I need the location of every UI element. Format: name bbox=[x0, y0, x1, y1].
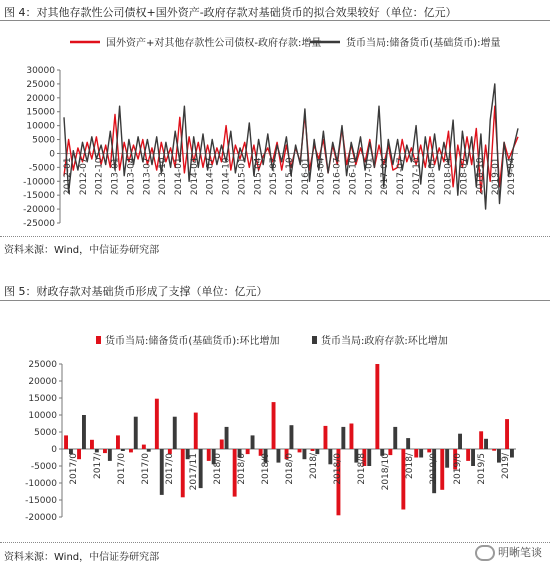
x-tick-label: 2017/11 bbox=[189, 453, 199, 491]
bar-series-1 bbox=[466, 449, 470, 461]
figure4-title: 图 4：对其他存款性公司债权+国外资产-政府存款对基础货币的拟合效果较好（单位：亿元） bbox=[4, 6, 457, 19]
bar-series-2 bbox=[147, 449, 151, 452]
x-tick-label: 2014-04 bbox=[189, 157, 200, 196]
x-tick-label: 2018-10 bbox=[475, 157, 486, 196]
x-tick-label: 2016-10 bbox=[348, 157, 359, 196]
bar-series-1 bbox=[181, 449, 185, 497]
x-tick-label: 2015-10 bbox=[285, 157, 295, 196]
y-tick-label: 10000 bbox=[28, 411, 57, 421]
y-tick-label: -20000 bbox=[25, 513, 57, 523]
bar-series-2 bbox=[121, 449, 125, 451]
x-tick-label: 2017/0 bbox=[141, 453, 151, 485]
bar-series-1 bbox=[64, 435, 68, 449]
x-tick-label: 2018/0 bbox=[213, 453, 223, 485]
y-tick-label: -25000 bbox=[23, 219, 55, 229]
y-tick-label: 5000 bbox=[34, 428, 57, 438]
x-tick-label: 2019-04 bbox=[507, 157, 517, 196]
figure4-bottom-rule bbox=[0, 236, 550, 237]
x-tick-label: 2018-07 bbox=[459, 157, 470, 196]
y-tick-label: 25000 bbox=[28, 360, 57, 370]
x-tick-label: 2017-07 bbox=[396, 157, 406, 196]
bar-series-2 bbox=[419, 449, 423, 458]
x-tick-label: 2017-04 bbox=[380, 157, 391, 196]
x-tick-label: 2013-07 bbox=[142, 157, 153, 196]
figure4-source: 资料来源：Wind，中信证券研究部 bbox=[4, 245, 160, 256]
y-tick-label: -15000 bbox=[23, 191, 55, 202]
x-tick-label: 2017-01 bbox=[364, 157, 375, 196]
watermark bbox=[475, 544, 542, 561]
x-tick-label: 2019/ bbox=[501, 453, 511, 479]
figure5-source: 资料来源：Wind，中信证券研究部 bbox=[4, 552, 160, 563]
bar-series-1 bbox=[350, 424, 354, 450]
bar-series-1 bbox=[324, 426, 328, 449]
x-tick-label: 2013-04 bbox=[126, 157, 137, 196]
x-tick-label: 2015-01 bbox=[237, 157, 248, 196]
x-tick-label: 2017/0 bbox=[69, 453, 79, 485]
x-tick-label: 2014-10 bbox=[221, 157, 232, 196]
bar-series-2 bbox=[484, 439, 488, 449]
x-tick-label: 2014-01 bbox=[174, 157, 184, 196]
x-tick-label: 2014-07 bbox=[205, 157, 216, 196]
x-tick-label: 2018/8 bbox=[357, 453, 367, 485]
x-tick-label: 2018/0 bbox=[237, 453, 247, 485]
bar-series-2 bbox=[341, 427, 345, 449]
bar-series-1 bbox=[298, 449, 302, 452]
bar-series-2 bbox=[173, 417, 177, 449]
y-tick-label: 5000 bbox=[32, 135, 55, 146]
bar-series-2 bbox=[393, 427, 397, 449]
bar-series-1 bbox=[220, 440, 224, 450]
y-tick-label: 25000 bbox=[26, 79, 55, 90]
bar-series-1 bbox=[233, 449, 237, 497]
x-tick-label: 2018/0 bbox=[261, 453, 271, 485]
y-tick-label: 15000 bbox=[28, 394, 57, 404]
y-tick-label: 20000 bbox=[28, 377, 57, 387]
bar-series-2 bbox=[406, 438, 410, 449]
legend-swatch-series-1 bbox=[96, 336, 101, 344]
y-tick-label: -5000 bbox=[30, 462, 57, 472]
x-tick-label: 2018/ bbox=[405, 453, 415, 479]
x-tick-label: 2018-04 bbox=[443, 157, 454, 196]
legend-label-series-1: 货币当局:储备货币(基础货币):环比增加 bbox=[105, 336, 280, 347]
bar-series-2 bbox=[458, 434, 462, 449]
legend-label-series-2: 货币当局:储备货币(基础货币):增量 bbox=[346, 38, 501, 49]
wechat-icon bbox=[475, 545, 495, 561]
y-tick-label: 15000 bbox=[26, 107, 55, 118]
x-tick-label: 2018/ bbox=[309, 453, 319, 479]
x-tick-label: 2016-04 bbox=[316, 157, 327, 196]
bar-series-2 bbox=[160, 449, 164, 495]
x-tick-label: 2012-07 bbox=[78, 157, 89, 196]
bar-series-2 bbox=[82, 415, 86, 449]
x-tick-label: 2015-04 bbox=[253, 157, 264, 196]
bar-series-1 bbox=[129, 449, 133, 452]
y-tick-label: -10000 bbox=[23, 177, 55, 188]
x-tick-label: 2019-01 bbox=[491, 157, 502, 196]
bar-series-2 bbox=[471, 449, 475, 466]
bar-series-2 bbox=[445, 449, 449, 468]
bar-series-2 bbox=[328, 449, 332, 464]
bar-series-1 bbox=[155, 399, 159, 449]
bar-series-1 bbox=[492, 449, 496, 451]
bar-series-2 bbox=[199, 449, 203, 488]
x-tick-label: 2017/0 bbox=[117, 453, 127, 485]
x-tick-label: 2018/0 bbox=[285, 453, 295, 485]
x-tick-label: 2017-10 bbox=[411, 157, 422, 196]
bar-series-1 bbox=[479, 431, 483, 449]
x-tick-label: 2019/0 bbox=[429, 453, 439, 485]
bar-series-1 bbox=[90, 440, 94, 449]
x-tick-label: 2018/10 bbox=[381, 453, 391, 491]
figure5-bar-chart bbox=[0, 301, 550, 539]
bar-series-2 bbox=[225, 427, 229, 449]
x-tick-label: 2015-07 bbox=[269, 157, 280, 196]
y-tick-label: 30000 bbox=[26, 66, 55, 76]
bar-series-2 bbox=[251, 435, 255, 449]
x-tick-label: 2017/0 bbox=[165, 453, 175, 485]
legend-label-series-1: 国外资产+对其他存款性公司债权-政府存款:增量 bbox=[106, 38, 322, 49]
bar-series-1 bbox=[272, 402, 276, 449]
x-tick-label: 2016-01 bbox=[300, 157, 311, 196]
bar-series-2 bbox=[290, 425, 294, 449]
y-tick-label: -5000 bbox=[28, 163, 55, 174]
bar-series-2 bbox=[277, 449, 281, 463]
y-tick-label: 0 bbox=[51, 445, 57, 455]
x-tick-label: 2012-10 bbox=[94, 157, 105, 196]
y-tick-label: 20000 bbox=[26, 93, 55, 104]
bar-series-1 bbox=[375, 364, 379, 449]
x-tick-label: 2017/ bbox=[93, 453, 103, 479]
x-tick-label: 2018-01 bbox=[427, 157, 438, 196]
y-tick-label: 0 bbox=[49, 149, 55, 160]
figure5-title: 图 5：财政存款对基础货币形成了支撑（单位：亿元） bbox=[4, 285, 268, 298]
bar-series-1 bbox=[505, 419, 509, 449]
bar-series-2 bbox=[303, 449, 307, 459]
bar-series-1 bbox=[440, 449, 444, 490]
figure5-bottom-rule bbox=[0, 542, 550, 543]
x-tick-label: 2018/0 bbox=[333, 453, 343, 485]
bar-series-1 bbox=[142, 445, 146, 449]
bar-series-1 bbox=[311, 449, 315, 451]
x-tick-label: 2016-07 bbox=[332, 157, 343, 196]
figure4-line-chart bbox=[0, 21, 550, 236]
legend-label-series-2: 货币当局:政府存款:环比增加 bbox=[321, 336, 448, 347]
bar-series-1 bbox=[194, 413, 198, 449]
bar-series-2 bbox=[367, 449, 371, 466]
bar-series-1 bbox=[207, 449, 211, 461]
bar-series-1 bbox=[103, 449, 107, 453]
bar-series-2 bbox=[108, 449, 112, 461]
bar-series-1 bbox=[427, 449, 431, 452]
legend-swatch-series-2 bbox=[312, 336, 317, 344]
x-tick-label: 2013-01 bbox=[110, 157, 121, 196]
y-tick-label: -15000 bbox=[25, 496, 57, 506]
y-tick-label: 10000 bbox=[26, 121, 55, 132]
watermark-text: 明晰笔谈 bbox=[498, 546, 542, 559]
x-tick-label: 2019/0 bbox=[453, 453, 463, 485]
bar-series-2 bbox=[95, 449, 99, 452]
bar-series-2 bbox=[134, 417, 138, 449]
bar-series-1 bbox=[116, 435, 120, 449]
y-tick-label: -20000 bbox=[23, 205, 55, 216]
y-tick-label: -10000 bbox=[25, 479, 57, 489]
x-tick-label: 2013-10 bbox=[158, 157, 169, 196]
x-tick-label: 2019/5 bbox=[477, 453, 487, 485]
x-tick-label: 2012-01 bbox=[63, 157, 73, 196]
